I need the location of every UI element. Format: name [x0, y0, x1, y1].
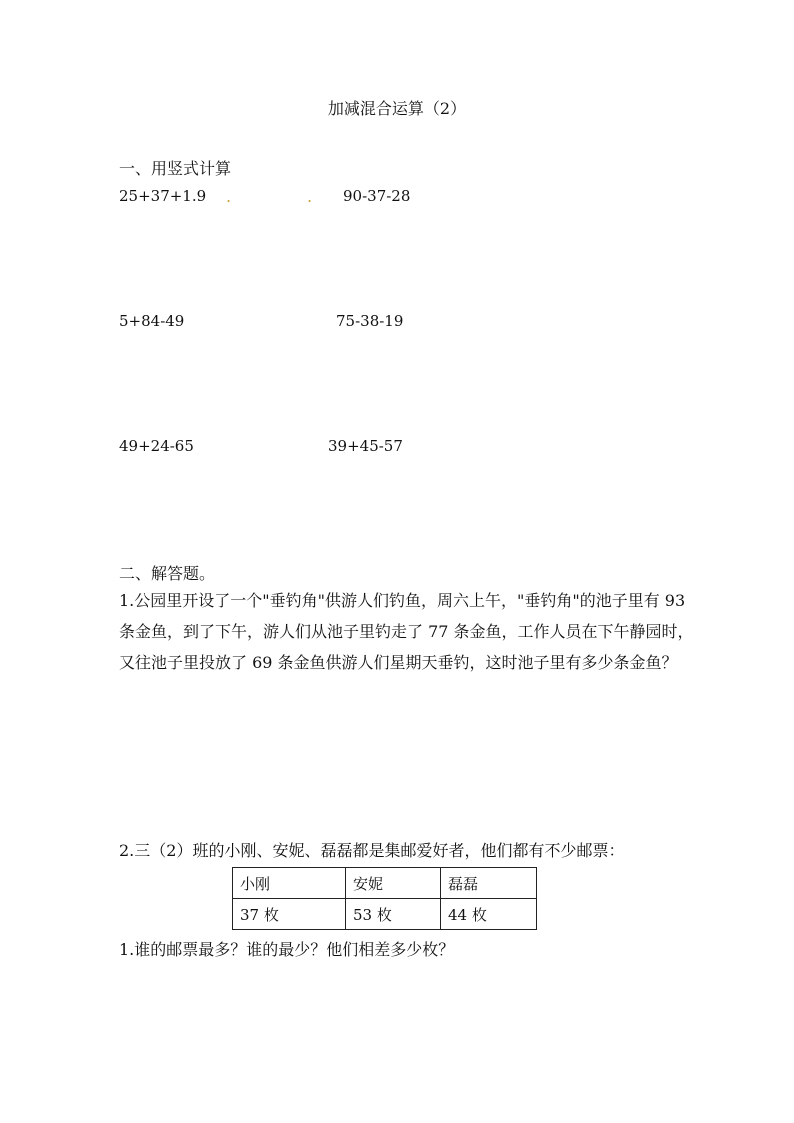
question-1-line-1: 1.公园里开设了一个"垂钓角"供游人们钓鱼，周六上午，"垂钓角"的池子里有 93	[119, 591, 686, 610]
table-cell: 53 枚	[346, 899, 441, 930]
stamp-table	[232, 867, 537, 930]
problem-4: 75-38-19	[336, 312, 404, 330]
problem-5: 49+24-65	[119, 437, 194, 455]
problem-1: 25+37+1.9	[119, 187, 207, 205]
table-row	[233, 868, 537, 899]
table-header-cell: 小刚	[233, 868, 346, 899]
dot-mark: .	[307, 187, 313, 206]
table-header-cell: 安妮	[346, 868, 441, 899]
question-1-line-2: 条金鱼，到了下午，游人们从池子里钓走了 77 条金鱼，工作人员在下午静园时，	[119, 622, 694, 641]
page-title: 加减混合运算（2）	[327, 99, 467, 118]
table-row	[233, 899, 537, 930]
question-2-intro: 2.三（2）班的小刚、安妮、磊磊都是集邮爱好者，他们都有不少邮票：	[119, 841, 625, 860]
problem-3: 5+84-49	[119, 312, 185, 330]
question-1-line-3: 又往池子里投放了 69 条金鱼供游人们星期天垂钓，这时池子里有多少条金鱼？	[119, 653, 678, 672]
problem-2: 90-37-28	[343, 187, 411, 205]
section1-heading: 一、用竖式计算	[119, 159, 232, 178]
table-header-cell: 磊磊	[441, 868, 537, 899]
table-cell: 37 枚	[233, 899, 346, 930]
question-2-sub: 1.谁的邮票最多？谁的最少？他们相差多少枚？	[119, 940, 455, 959]
problem-6: 39+45-57	[328, 437, 403, 455]
dot-mark: .	[226, 187, 232, 206]
section2-heading: 二、解答题。	[119, 564, 216, 583]
table-cell: 44 枚	[441, 899, 537, 930]
